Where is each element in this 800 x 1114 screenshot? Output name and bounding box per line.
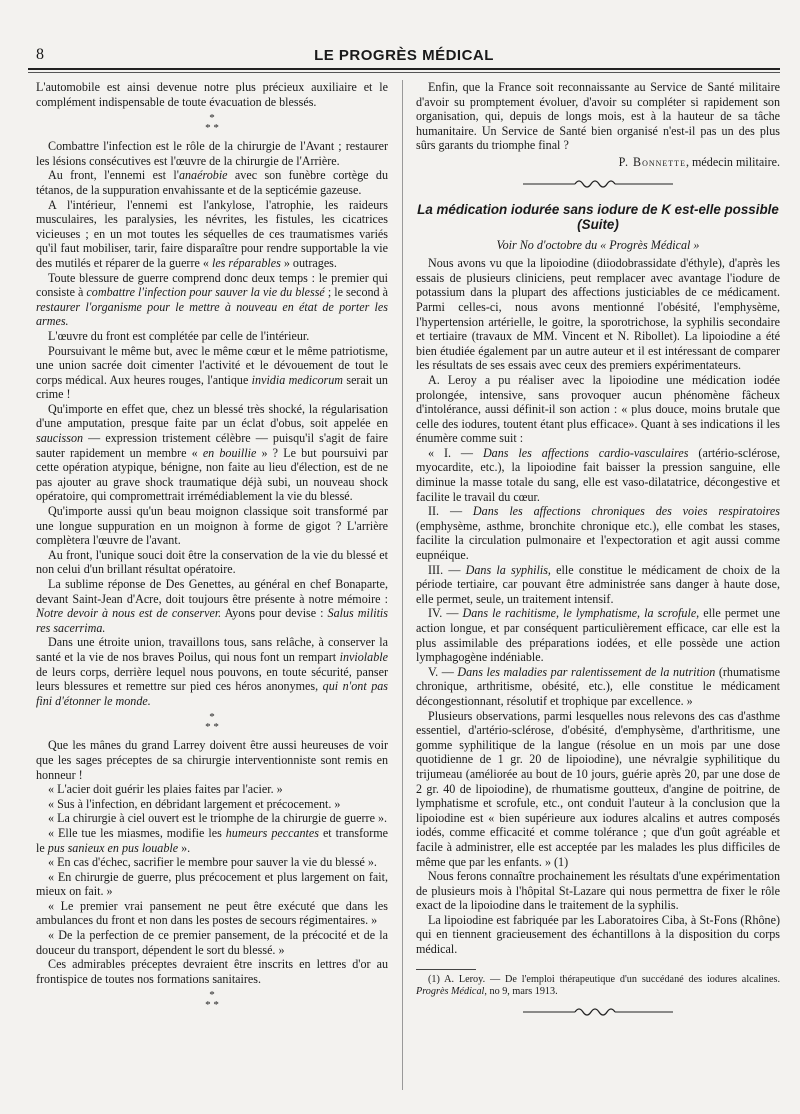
paragraph: Nous ferons connaître prochainement les résultats d'une expérimentation de plusieurs mois à l'hôpital St-Lazare qui nous permettra de fixer le rôle exact de la lipoiodine dans le traitement de la syphilis. (416, 869, 780, 913)
paragraph: Plusieurs observations, parmi lesquelles nous relevons des cas d'asthme essentiel, d'artério-sclérose, d'obésité, d'emphysème, d'arthritisme, une gomme syphilitique de la langue (résolue en un mois par une dose quotidienne de 1 gr. 20 de lipoiodine), une névralgie syphilitique du trijumeau (améliorée au bout de 10 jours, guérie après 20, par une dose de 2 gr. 40 de lipoiodine), de rhumatisme goutteux, d'angine de poitrine, de lymphatisme et scrofule, etc., ont conduit l'auteur à la conclusion que la lipoiodine est « bien supérieure aux iodures alcalins et autres composés iodés, comme efficacité et comme tolérance ; que d'un goût agréable et facile à administrer, elle est acceptée par les malades les plus difficiles de même que par les enfants. » (1) (416, 708, 780, 869)
paragraph: A l'intérieur, l'ennemi est l'ankylose, l'atrophie, les raideurs musculaires, les paralysies, les névrites, les fistules, les cicatrices vicieuses ; en un mot toutes les séquelles de ces traumatismes variés qu'il faut mobiliser, tarir, faire disparaître pour rendre supportable la vie des mutilés et réparer de la guerre « les réparables » outrages. (36, 197, 388, 270)
footnote-rule (416, 969, 476, 970)
quote: « Elle tue les miasmes, modifie les humeurs peccantes et transforme le pus sanieux en pus louable ». (36, 825, 388, 855)
paragraph: Dans une étroite union, travaillons tous, sans relâche, à conserver la santé et la vie de nos braves Poilus, qui nous font un rempart inviolable de leurs corps, derrière lequel nous pouvons, en toute sécurité, panser leurs blessures et remettre sur pied ces héros anonymes, qui n'ont pas fini d'étonner le monde. (36, 635, 388, 708)
left-column (36, 80, 388, 1016)
paragraph: Au front, l'unique souci doit être la conservation de la vie du blessé et non celui d'un brillant résultat opératoire. (36, 547, 388, 577)
list-item: III. — Dans la syphilis, elle constitue le médicament de choix de la période tertiaire, car pouvant être administrée sans danger à haute dose, elle permet, seule, un traitement intensif. (416, 562, 781, 606)
list-item: II. — Dans les affections chroniques des voies respiratoires (emphysème, asthme, bronchite chronique etc.), elle combat les stases, facilite la circulation pulmonaire et l'expectoration et agit aussi comme eupnéique. (416, 504, 780, 563)
paragraph: Nous avons vu que la lipoiodine (diiodobrassidate d'éthyle), d'après les essais de plusieurs cliniciens, peut remplacer avec avantage l'iodure de potassium dans la plupart des affections justiciables de ce médicament. Parmi celles-ci, nous avons mentionné l'obésité, l'emphysème, l'hypertension artérielle, le goitre, la sporotrichose, la syphilis secondaire et tertiaire (travaux de MM. Vincent et N. Ribollet). La lipoiodine a été bien étudiée également par un autre auteur et il est intéressant de comparer les résultats de ses essais avec ceux des premiers expérimentateurs. (416, 256, 780, 373)
paragraph: Qu'importe en effet que, chez un blessé très shocké, la régularisation d'une amputation, presque faite par un éclat d'obus, soit appelée en saucisson — expression tristement célèbre — puisqu'il s'agit de faire sauter rapidement un membre « en bouillie » ? Le but poursuivi par cette opération atypique, bénigne, non faite au lieu d'élection, est de ne pas ajouter au grave shock traumatique déjà subi, un nouveau shock opératoire, qui compromettrait irrémédiablement la vie du blessé. (36, 401, 388, 504)
paragraph: L'œuvre du front est complétée par celle de l'intérieur. (48, 328, 310, 343)
paragraph: Qu'importe aussi qu'un beau moignon classique soit transformé par une longue suppuration en un moignon à forme de gigot ? L'arrière complètera l'œuvre de l'avant. (36, 504, 388, 548)
quote: « Sus à l'infection, en débridant largement et précocement. » (48, 796, 341, 811)
asterism: * * * (205, 989, 219, 1012)
article-title: La médication iodurée sans iodure de K est-elle possible (Suite) (417, 201, 779, 232)
paragraph: A. Leroy a pu réaliser avec la lipoiodine une médication iodée prolongée, intensive, sans provoquer aucun phénomène fâcheux d'intolérance, aussi définit-il son action : « plus douce, moins brutale que celle des iodures, toutent étant plus efficace». Quant à ses indications il les énumère comme suit : (416, 372, 780, 446)
quote: « En chirurgie de guerre, plus précocement et plus largement on fait, mieux on fait. » (36, 869, 388, 899)
asterism: * * * (205, 711, 219, 734)
column-divider (402, 80, 403, 1090)
paragraph: Poursuivant le même but, avec le même cœur et le même patriotisme, une union sacrée doit cimenter l'activité et le dévouement de tout le corps médical. Aux heures rouges, l'antique invidia medicorum serait un crime ! (36, 343, 388, 402)
paragraph: Enfin, que la France soit reconnaissante au Service de Santé militaire d'avoir su promptement évoluer, d'avoir su compléter si rapidement son organisation, qui, depuis de longs mois, est à la hauteur de sa tâche humanitaire. Un Service de Santé bien organisé n'est-il pas un des plus sûrs garants du triomphe final ? (416, 80, 780, 153)
paragraph: La lipoiodine est fabriquée par les Laboratoires Ciba, à St-Fons (Rhône) qui en tiennent gracieusement des échantillons à la disposition du corps médical. (416, 912, 780, 957)
paragraph: Combattre l'infection est le rôle de la chirurgie de l'Avant ; restaurer les lésions consécutives est l'œuvre de la chirurgie de l'Arrière. (36, 139, 388, 168)
running-title: LE PROGRÈS MÉDICAL (314, 47, 494, 64)
quote: « En cas d'échec, sacrifier le membre pour sauver la vie du blessé ». (48, 855, 377, 870)
paragraph: La sublime réponse de Des Genettes, au général en chef Bonaparte, devant Saint-Jean d'Acre, doit toujours être présente à notre mémoire : Notre devoir à nous est de conserver. Ayons pour devise : Salus militis res sacerrima. (36, 577, 388, 635)
page-header (28, 44, 780, 66)
list-item: IV. — Dans le rachitisme, le lymphatisme, la scrofule, elle permet une action longue, et par conséquent particulièrement efficace, car elle est la plus assimilable des préparations iodées, et elle possède une action lymphagogène indéniable. (416, 606, 780, 665)
paragraph: Que les mânes du grand Larrey doivent être aussi heureuses de voir que les sages préceptes de sa chirurgie interventionniste sont remis en honneur ! (36, 738, 388, 782)
header-rule (28, 68, 780, 70)
list-item: « I. — Dans les affections cardio-vasculaires (artério-sclérose, myocardite, etc.), la lipoiodine fait baisser la pression sanguine, elle diminue la masse totale du sang, elle est vaso-dilatatrice, décongestive et facilite le travail du cœur. (416, 445, 781, 504)
right-column (416, 80, 780, 1030)
squiggle-ornament-icon (416, 1006, 780, 1020)
asterism: * * * (205, 112, 219, 135)
quote: « Le premier vrai pansement ne peut être exécuté que dans les ambulances du front et non dans les postes de secours régimentaires. » (36, 898, 388, 928)
paragraph: L'automobile est ainsi devenue notre plus précieux auxiliaire et le complément indispensable de toute évacuation de blessés. (36, 80, 388, 109)
quote: « De la perfection de ce premier pansement, de la précocité et de la douceur du transport, dépendent le sort du blessé. » (36, 928, 388, 957)
signature: P. Bonnette, médecin militaire. (618, 154, 780, 169)
page-number: 8 (36, 46, 44, 63)
article-subtitle: Voir No d'octobre du « Progrès Médical » (496, 237, 700, 252)
squiggle-ornament-icon (416, 178, 780, 192)
paragraph: Ces admirables préceptes devraient être inscrits en lettres d'or au frontispice de toutes nos formations sanitaires. (36, 957, 388, 986)
quote: « La chirurgie à ciel ouvert est le triomphe de la chirurgie de guerre ». (48, 811, 388, 826)
list-item: V. — Dans les maladies par ralentissement de la nutrition (rhumatisme chronique, arthritisme, obésité, etc.), elle constitue le médicament décongestionnant, résolutif et trophique par excellence. » (416, 664, 780, 708)
quote: « L'acier doit guérir les plaies faites par l'acier. » (48, 782, 283, 797)
header-rule-thin (28, 72, 780, 73)
footnote: (1) A. Leroy. — De l'emploi thérapeutique d'un succédané des iodures alcalines. Progrès Médical, no 9, mars 1913. (416, 973, 780, 997)
paragraph: Au front, l'ennemi est l'anaérobie avec son funèbre cortège du tétanos, de la suppuration envahissante et de la septicémie gazeuse. (36, 168, 389, 197)
paragraph: Toute blessure de guerre comprend donc deux temps : le premier qui consiste à combattre l'infection pour sauver la vie du blessé ; le second à restaurer l'organisme pour le mettre à nouveau en état de porter les armes. (36, 270, 388, 329)
